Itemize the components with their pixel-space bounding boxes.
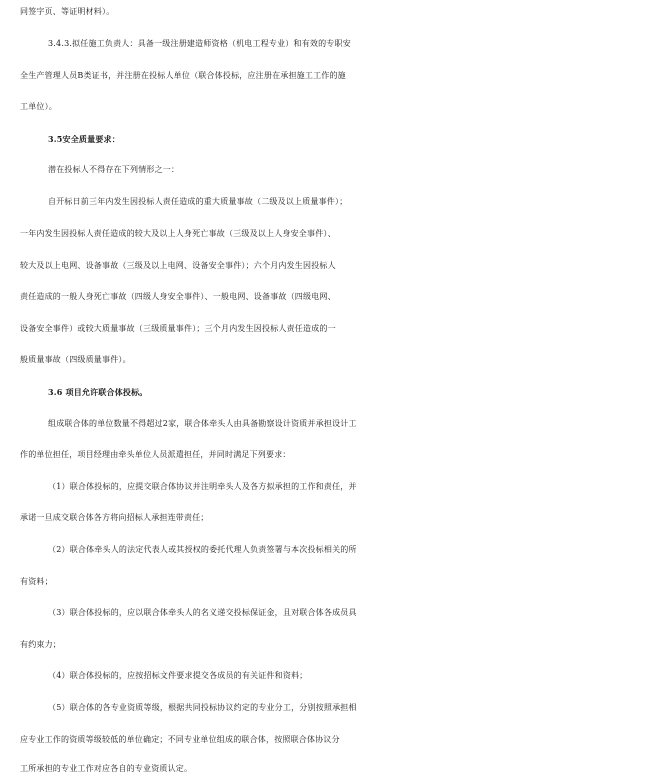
- text-line: （5）联合体的各专业资质等级，根据共同投标协议约定的专业分工，分别按照承担相: [48, 703, 357, 712]
- text-line: 全生产管理人员B类证书，并注册在投标人单位（联合体投标，应注册在承担施工工作的施: [20, 71, 346, 80]
- text-line: 有资料；: [20, 577, 53, 586]
- text-line: 责任造成的一般人身死亡事故（四级人身安全事件）、一般电网、设备事故（四级电网、: [20, 292, 336, 301]
- text-line: 组成联合体的单位数量不得超过2家，联合体牵头人由具备勘察设计资质并承担设计工: [48, 419, 357, 428]
- text-line: 般质量事故（四级质量事件）。: [20, 355, 131, 364]
- text-line: 潜在投标人不得存在下列情形之一：: [48, 165, 180, 174]
- text-line: （2）联合体牵头人的法定代表人或其授权的委托代理人负责签署与本次投标相关的所: [48, 545, 357, 554]
- text-line: 设备安全事件）或较大质量事故（三级质量事件）；三个月内发生因投标人责任造成的一: [20, 324, 336, 333]
- text-line: 工单位）。: [20, 102, 57, 111]
- text-line: 应专业工作的资质等级较低的单位确定；不同专业单位组成的联合体，按照联合体协议分: [20, 735, 340, 744]
- text-line: 承诺一旦成交联合体各方将向招标人承担连带责任；: [20, 513, 209, 522]
- text-line: 3.4.3.拟任施工负责人：具备一级注册建造师资格（机电工程专业）和有效的专职安: [48, 39, 351, 48]
- text-line: 自开标日前三年内发生因投标人责任造成的重大质量事故（二级及以上质量事件）；: [48, 197, 348, 206]
- text-line: （4）联合体投标的，应按招标文件要求提交各成员的有关证件和资料；: [48, 671, 308, 680]
- section-heading: 3.5安全质量要求：: [48, 134, 120, 144]
- section-heading: 3.6 项目允许联合体投标。: [48, 387, 148, 397]
- text-line: 有约束力；: [20, 640, 61, 649]
- text-line: （1）联合体投标的，应提交联合体协议并注明牵头人及各方拟承担的工作和责任，并: [48, 482, 357, 491]
- text-line: 同签字页、等证明材料）。: [20, 7, 115, 16]
- text-line: 一年内发生因投标人责任造成的较大及以上人身死亡事故（三级及以上人身安全事件）、: [20, 229, 336, 238]
- text-line: 工所承担的专业工作对应各自的专业资质认定。: [20, 764, 193, 773]
- text-line: （3）联合体投标的，应以联合体牵头人的名义递交投标保证金，且对联合体各成员具: [48, 608, 357, 617]
- text-line: 较大及以上电网、设备事故（三级及以上电网、设备安全事件）；六个月内发生因投标人: [20, 261, 336, 270]
- text-line: 作的单位担任，项目经理由牵头单位人员派遣担任，并同时满足下列要求：: [20, 450, 291, 459]
